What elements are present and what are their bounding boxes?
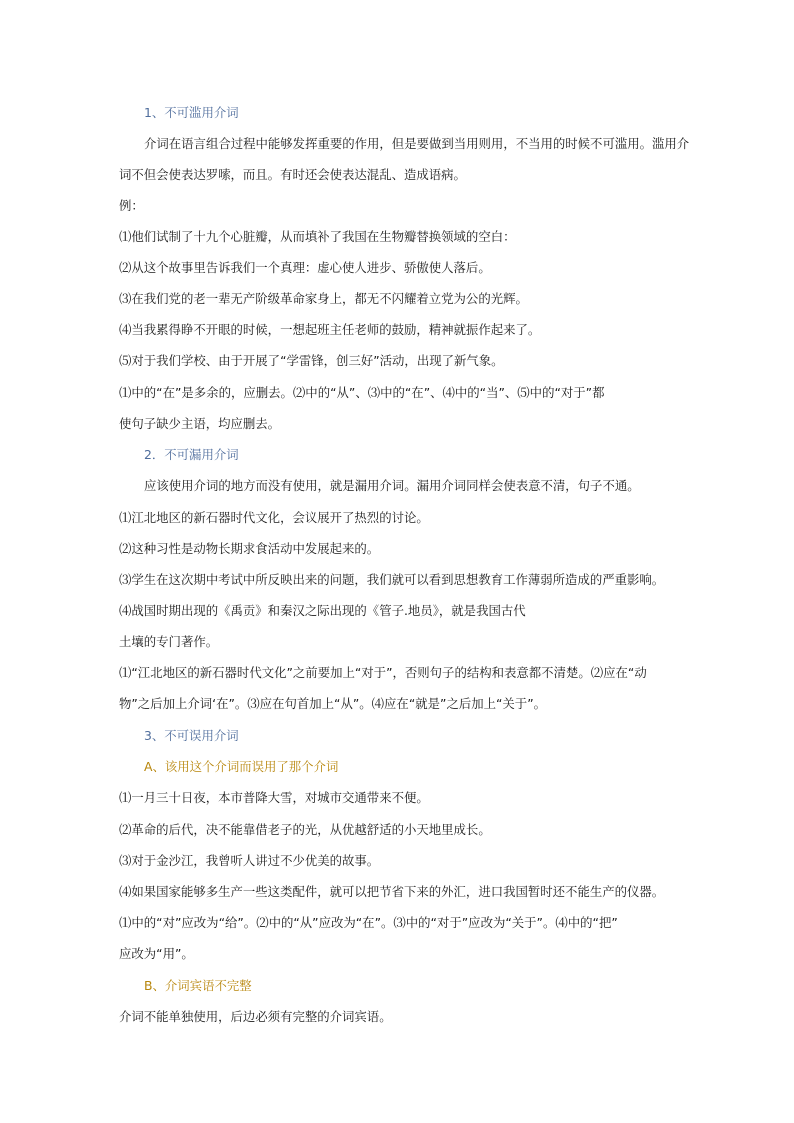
doc-line: ⑷当我累得睁不开眼的时候，一想起班主任老师的鼓励，精神就振作起来了。 bbox=[119, 322, 541, 337]
doc-line: ⑶对于金沙江，我曾听人讲过不少优美的故事。 bbox=[119, 853, 380, 868]
doc-line: ⑴一月三十日夜，本市普降大雪，对城市交通带来不便。 bbox=[119, 790, 429, 805]
doc-line: 2．不可漏用介词 bbox=[144, 447, 239, 462]
doc-line: ⑴中的“在”是多余的，应删去。⑵中的“从”、⑶中的“在”、⑷中的“当”、⑸中的“对于”都 bbox=[119, 385, 605, 400]
doc-line: 1、不可滥用介词 bbox=[144, 105, 239, 120]
doc-line: ⑸对于我们学校、由于开展了“学雷锋，创三好”活动，出现了新气象。 bbox=[119, 353, 504, 368]
doc-line: ⑵革命的后代，决不能靠借老子的光，从优越舒适的小天地里成长。 bbox=[119, 822, 491, 837]
doc-line: ⑴“江北地区的新石器时代文化”之前要加上“对于”，否则句子的结构和表意都不清楚。⑵应在“动 bbox=[119, 665, 647, 680]
doc-line: 介词不能单独使用，后边必须有完整的介词宾语。 bbox=[119, 1009, 392, 1024]
doc-line: ⑴江北地区的新石器时代文化，会议展开了热烈的讨论。 bbox=[119, 510, 429, 525]
doc-line: 应改为“用”。 bbox=[119, 946, 194, 961]
doc-line: ⑶学生在这次期中考试中所反映出来的问题，我们就可以看到思想教育工作薄弱所造成的严重影响。 bbox=[119, 572, 665, 587]
doc-line: 使句子缺少主语，均应删去。 bbox=[119, 416, 281, 431]
doc-line: B、介词宾语不完整 bbox=[144, 978, 252, 993]
doc-line: ⑴他们试制了十九个心脏瓣，从而填补了我国在生物瓣替换领域的空白： bbox=[119, 229, 516, 244]
doc-line: 例： bbox=[119, 198, 144, 213]
doc-line: ⑷如果国家能够多生产一些这类配件，就可以把节省下来的外汇，进口我国暂时还不能生产的仪器。 bbox=[119, 884, 665, 899]
doc-line: 应该使用介词的地方而没有使用，就是漏用介词。漏用介词同样会使表意不清，句子不通。 bbox=[144, 478, 640, 493]
doc-line: 词不但会使表达罗嗦，而且。有时还会使表达混乱、造成语病。 bbox=[119, 167, 466, 182]
doc-line: ⑵从这个故事里告诉我们一个真理：虚心使人进步、骄傲使人落后。 bbox=[119, 260, 491, 275]
doc-line: 介词在语言组合过程中能够发挥重要的作用，但是要做到当用则用，不当用的时候不可滥用。滥用介 bbox=[144, 136, 690, 151]
doc-line: ⑵这种习性是动物长期求食活动中发展起来的。 bbox=[119, 541, 380, 556]
doc-line: 物”之后加上介词‘在”。⑶应在句首加上“从”。⑷应在“就是”之后加上“关于”。 bbox=[119, 696, 547, 711]
doc-line: ⑴中的“对”应改为“给”。⑵中的“从”应改为“在”。⑶中的“对于”应改为“关于”。⑷中的“把” bbox=[119, 915, 618, 930]
doc-line: ⑶在我们党的老一辈无产阶级革命家身上，都无不闪耀着立党为公的光辉。 bbox=[119, 291, 528, 306]
doc-line: 土壤的专门著作。 bbox=[119, 634, 219, 649]
doc-line: A、该用这个介词而误用了那个介词 bbox=[144, 759, 339, 774]
doc-line: 3、不可误用介词 bbox=[144, 728, 239, 743]
doc-line: ⑷战国时期出现的《禹贡》和秦汉之际出现的《管子.地员》，就是我国古代 bbox=[119, 603, 526, 618]
